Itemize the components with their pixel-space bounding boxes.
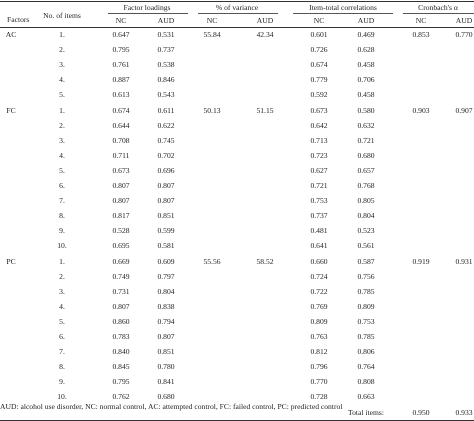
item-number: 4. <box>59 75 65 85</box>
header-underline-item-total <box>293 13 393 14</box>
header-variance: % of variance <box>215 3 259 12</box>
loading-aud: 0.609 <box>157 256 175 266</box>
loading-nc: 0.807 <box>112 181 130 190</box>
item-total-aud: 0.523 <box>357 226 375 236</box>
item-total-nc: 0.726 <box>310 45 328 55</box>
item-total-nc: 0.721 <box>310 181 328 190</box>
item-total-aud: 0.458 <box>357 60 375 70</box>
item-total-aud: 0.580 <box>357 105 375 115</box>
item-total-nc: 0.724 <box>310 271 328 281</box>
item-total-nc: 0.779 <box>310 75 328 85</box>
table-bottom-rule <box>0 420 474 421</box>
item-total-nc: 0.809 <box>310 316 328 326</box>
item-total-nc: 0.796 <box>310 362 328 372</box>
variance-nc: 55.56 <box>203 256 221 266</box>
item-total-aud: 0.561 <box>357 241 375 251</box>
variance-nc: 55.84 <box>203 30 221 39</box>
loading-nc: 0.807 <box>112 196 130 206</box>
factor-label: FC <box>6 105 16 115</box>
loading-nc: 0.644 <box>112 120 130 130</box>
loading-nc: 0.817 <box>112 211 130 221</box>
variance-aud: 51.15 <box>256 105 274 115</box>
cronbach-nc: 0.903 <box>412 105 430 115</box>
item-number: 6. <box>59 181 65 190</box>
loading-aud: 0.581 <box>157 241 175 251</box>
item-total-aud: 0.458 <box>357 90 375 100</box>
cronbach-nc: 0.919 <box>412 256 430 266</box>
item-number: 10. <box>57 392 67 402</box>
loading-aud: 0.807 <box>157 181 175 190</box>
loading-aud: 0.622 <box>157 120 175 130</box>
table-footnote: AUD: alcohol use disorder, NC: normal control, AC: attempted control, FC: failed control, PC: predicted control <box>0 402 343 411</box>
loading-aud: 0.851 <box>157 211 175 221</box>
subheader-variance-aud: AUD <box>256 16 274 25</box>
loading-aud: 0.807 <box>157 332 175 341</box>
loading-nc: 0.613 <box>112 90 130 100</box>
variance-aud: 42.34 <box>256 30 274 39</box>
loading-aud: 0.611 <box>157 105 175 115</box>
loading-aud: 0.838 <box>157 301 175 311</box>
item-number: 5. <box>59 316 65 326</box>
cronbach-aud: 0.931 <box>455 256 473 266</box>
loading-aud: 0.680 <box>157 392 175 402</box>
subheader-variance-nc: NC <box>206 16 218 25</box>
item-number: 4. <box>59 150 65 160</box>
item-total-aud: 0.809 <box>357 301 375 311</box>
loading-aud: 0.841 <box>157 377 175 387</box>
loading-aud: 0.851 <box>157 347 175 357</box>
item-number: 7. <box>59 347 65 357</box>
item-number: 1. <box>59 30 65 39</box>
item-total-aud: 0.680 <box>357 150 375 160</box>
loading-aud: 0.804 <box>157 286 175 296</box>
item-total-aud: 0.768 <box>357 181 375 190</box>
loading-nc: 0.795 <box>112 45 130 55</box>
item-number: 3. <box>59 60 65 70</box>
item-total-nc: 0.660 <box>310 256 328 266</box>
loading-nc: 0.647 <box>112 30 130 39</box>
header-item-total: Item-total correlations <box>309 3 377 12</box>
loading-nc: 0.708 <box>112 135 130 145</box>
item-total-aud: 0.628 <box>357 45 375 55</box>
loading-nc: 0.528 <box>112 226 130 236</box>
item-total-aud: 0.657 <box>357 165 375 175</box>
item-total-aud: 0.663 <box>357 392 375 402</box>
item-total-aud: 0.785 <box>357 332 375 341</box>
factor-label: PC <box>6 256 16 266</box>
header-underline-variance <box>198 13 278 14</box>
loading-nc: 0.711 <box>112 150 130 160</box>
item-number: 1. <box>59 105 65 115</box>
item-total-aud: 0.469 <box>357 30 375 39</box>
item-total-nc: 0.722 <box>310 286 328 296</box>
loading-nc: 0.887 <box>112 75 130 85</box>
subheader-cronbach-nc: NC <box>415 16 427 25</box>
header-underline-cronbach <box>403 13 474 14</box>
loading-aud: 0.797 <box>157 271 175 281</box>
loading-aud: 0.846 <box>157 75 175 85</box>
item-total-aud: 0.804 <box>357 211 375 221</box>
factor-label: AC <box>5 30 17 39</box>
item-number: 2. <box>59 271 65 281</box>
header-no-items: No. of items <box>43 11 81 20</box>
item-total-aud: 0.806 <box>357 347 375 357</box>
item-total-nc: 0.769 <box>310 301 328 311</box>
loading-nc: 0.731 <box>112 286 130 296</box>
header-underline-loadings <box>108 13 188 14</box>
subheader-itemtotal-aud: AUD <box>357 16 375 25</box>
item-total-nc: 0.481 <box>310 226 328 236</box>
item-number: 2. <box>59 120 65 130</box>
item-total-aud: 0.756 <box>357 271 375 281</box>
loading-nc: 0.845 <box>112 362 130 372</box>
item-number: 8. <box>59 362 65 372</box>
item-number: 10. <box>57 241 67 251</box>
item-total-nc: 0.642 <box>310 120 328 130</box>
item-total-nc: 0.641 <box>310 241 328 251</box>
header-cronbach: Cronbach's α <box>418 3 458 12</box>
loading-nc: 0.695 <box>112 241 130 251</box>
item-number: 9. <box>59 226 65 236</box>
item-total-aud: 0.721 <box>357 135 375 145</box>
loading-aud: 0.745 <box>157 135 175 145</box>
item-total-nc: 0.728 <box>310 392 328 402</box>
item-total-nc: 0.592 <box>310 90 328 100</box>
cronbach-aud: 0.907 <box>455 105 473 115</box>
loading-aud: 0.807 <box>157 196 175 206</box>
loading-nc: 0.840 <box>112 347 130 357</box>
item-number: 6. <box>59 332 65 341</box>
loading-aud: 0.794 <box>157 316 175 326</box>
loading-aud: 0.538 <box>157 60 175 70</box>
table-top-rule <box>0 1 474 2</box>
item-number: 1. <box>59 256 65 266</box>
loading-nc: 0.749 <box>112 271 130 281</box>
variance-aud: 58.52 <box>256 256 274 266</box>
item-number: 4. <box>59 301 65 311</box>
total-items-label: Total items: <box>348 407 384 417</box>
item-total-nc: 0.713 <box>310 135 328 145</box>
loading-aud: 0.780 <box>157 362 175 372</box>
item-total-nc: 0.737 <box>310 211 328 221</box>
item-total-nc: 0.753 <box>310 196 328 206</box>
item-number: 8. <box>59 211 65 221</box>
loading-nc: 0.761 <box>112 60 130 70</box>
loading-nc: 0.783 <box>112 332 130 341</box>
subheader-cronbach-aud: AUD <box>455 16 473 25</box>
loading-nc: 0.762 <box>112 392 130 402</box>
variance-nc: 50.13 <box>203 105 221 115</box>
item-total-aud: 0.706 <box>357 75 375 85</box>
item-number: 3. <box>59 135 65 145</box>
item-total-nc: 0.812 <box>310 347 328 357</box>
total-cronbach-aud: 0.933 <box>455 407 473 417</box>
loading-aud: 0.702 <box>157 150 175 160</box>
loading-aud: 0.599 <box>157 226 175 236</box>
item-total-nc: 0.674 <box>310 60 328 70</box>
item-number: 5. <box>59 90 65 100</box>
header-factor-loadings: Factor loadings <box>123 3 171 12</box>
item-total-aud: 0.632 <box>357 120 375 130</box>
loading-nc: 0.860 <box>112 316 130 326</box>
loading-nc: 0.673 <box>112 165 130 175</box>
header-factors: Factors <box>7 15 30 24</box>
loading-aud: 0.696 <box>157 165 175 175</box>
item-total-nc: 0.723 <box>310 150 328 160</box>
item-total-nc: 0.770 <box>310 377 328 387</box>
item-number: 9. <box>59 377 65 387</box>
item-number: 2. <box>59 45 65 55</box>
item-number: 3. <box>59 286 65 296</box>
item-number: 5. <box>59 165 65 175</box>
item-total-nc: 0.627 <box>310 165 328 175</box>
loading-nc: 0.795 <box>112 377 130 387</box>
header-bottom-rule <box>0 27 474 28</box>
cronbach-aud: 0.770 <box>455 30 473 39</box>
subheader-loadings-nc: NC <box>115 16 127 25</box>
item-total-nc: 0.601 <box>310 30 328 39</box>
item-total-aud: 0.785 <box>357 286 375 296</box>
loading-nc: 0.674 <box>112 105 130 115</box>
total-cronbach-nc: 0.950 <box>412 407 430 417</box>
item-total-nc: 0.673 <box>310 105 328 115</box>
loading-aud: 0.737 <box>157 45 175 55</box>
item-total-aud: 0.808 <box>357 377 375 387</box>
loading-nc: 0.669 <box>112 256 130 266</box>
item-total-aud: 0.753 <box>357 316 375 326</box>
item-total-aud: 0.764 <box>357 362 375 372</box>
item-total-aud: 0.805 <box>357 196 375 206</box>
loading-aud: 0.531 <box>157 30 175 39</box>
loading-aud: 0.543 <box>157 90 175 100</box>
item-number: 7. <box>59 196 65 206</box>
cronbach-nc: 0.853 <box>412 30 430 39</box>
subheader-itemtotal-nc: NC <box>313 16 325 25</box>
subheader-loadings-aud: AUD <box>157 16 175 25</box>
item-total-nc: 0.763 <box>310 332 328 341</box>
item-total-aud: 0.587 <box>357 256 375 266</box>
loading-nc: 0.807 <box>112 301 130 311</box>
